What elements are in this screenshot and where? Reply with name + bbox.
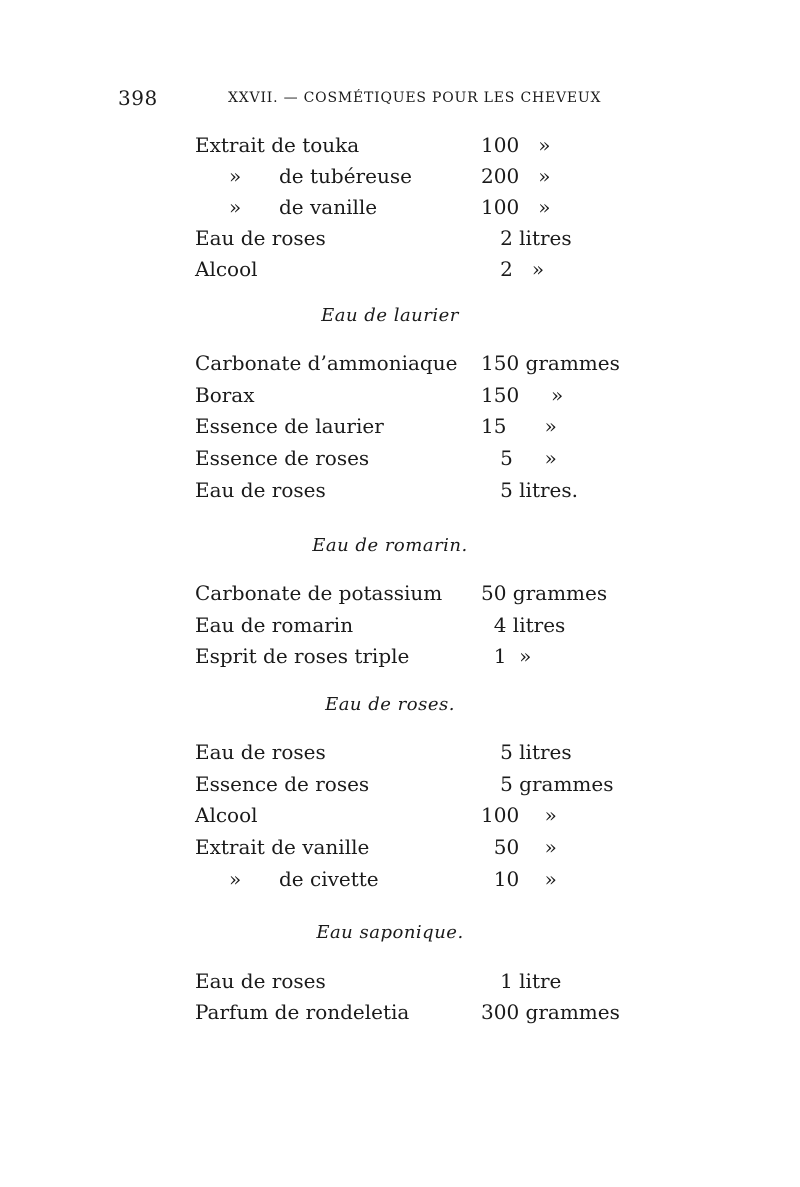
- ingredient-quantity: 5 litres.: [481, 478, 579, 502]
- ingredient-name-text: Alcool: [195, 257, 258, 281]
- ingredient-row: [195, 833, 635, 861]
- ingredient-row: [195, 412, 635, 440]
- ingredient-name: [195, 738, 326, 766]
- ingredient-name: [195, 381, 255, 409]
- ingredient-name-text: Eau de roses: [195, 226, 326, 250]
- ingredient-name: [195, 801, 258, 829]
- ingredient-quantity: 5 »: [481, 446, 557, 470]
- ingredient-name: [195, 476, 326, 504]
- ingredient-row: [195, 131, 635, 159]
- ingredient-name-text: Extrait de touka: [195, 133, 360, 157]
- ingredient-name: [195, 967, 326, 995]
- ingredient-name-text: Essence de laurier: [195, 414, 384, 438]
- ingredient-name-text: Esprit de roses triple: [195, 644, 410, 668]
- ingredient-quantity: 15 »: [481, 414, 557, 438]
- ingredient-name-text: Essence de roses: [195, 772, 370, 796]
- ingredient-row: [195, 865, 635, 893]
- ingredient-name-text: Eau de roses: [195, 478, 326, 502]
- ingredient-row: [195, 642, 635, 670]
- ingredient-row: [195, 444, 635, 472]
- ditto-mark: »: [229, 867, 242, 891]
- ingredient-name-text: Carbonate d’ammoniaque: [195, 351, 458, 375]
- ingredient-quantity: 150 »: [481, 383, 564, 407]
- ingredient-quantity: 100 »: [481, 195, 551, 219]
- section-title: Eau de roses.: [325, 694, 455, 715]
- ingredient-name-text: Borax: [195, 383, 255, 407]
- ingredient-name-text: Alcool: [195, 803, 258, 827]
- ingredient-name: [229, 162, 412, 190]
- ingredient-name-text: de tubéreuse: [279, 164, 412, 188]
- ingredient-row: [195, 162, 635, 190]
- ingredient-row: [195, 255, 635, 283]
- ingredient-name: [195, 833, 369, 861]
- ingredient-row: [195, 579, 635, 607]
- page-number: 398: [118, 86, 158, 110]
- ingredient-row: [195, 738, 635, 766]
- section-title: Eau de laurier: [321, 305, 459, 326]
- ingredient-name: [195, 131, 359, 159]
- ingredient-quantity: 10 »: [481, 867, 557, 891]
- ingredient-name: [195, 770, 369, 798]
- ingredient-quantity: 50 grammes: [481, 581, 608, 605]
- ingredient-name: [195, 579, 442, 607]
- ingredient-quantity: 1 litre: [481, 969, 562, 993]
- ingredient-row: [195, 770, 635, 798]
- ingredient-name: [195, 255, 258, 283]
- ingredient-row: [195, 967, 635, 995]
- ingredient-name: [229, 193, 377, 221]
- ingredient-row: [195, 611, 635, 639]
- ingredient-name-text: de vanille: [279, 195, 378, 219]
- ingredient-quantity: 5 litres: [481, 740, 572, 764]
- ingredient-quantity: 150 grammes: [481, 351, 620, 375]
- ingredient-quantity: 300 grammes: [481, 1000, 620, 1024]
- ingredient-name: [195, 444, 369, 472]
- ingredient-quantity: 100 »: [481, 803, 557, 827]
- ingredient-name: [195, 224, 326, 252]
- running-head: XXVII. — COSMÉTIQUES POUR LES CHEVEUX: [228, 90, 602, 106]
- ingredient-row: [195, 998, 635, 1026]
- ingredient-row: [195, 381, 635, 409]
- ingredient-name-text: de civette: [279, 867, 379, 891]
- ingredient-name-text: Extrait de vanille: [195, 835, 370, 859]
- ingredient-name: [195, 998, 409, 1026]
- ingredient-quantity: 2 »: [481, 257, 545, 281]
- ingredient-quantity: 100 »: [481, 133, 551, 157]
- ingredient-row: [195, 349, 635, 377]
- ditto-mark: »: [229, 195, 242, 219]
- ingredient-name: [195, 412, 384, 440]
- ingredient-name-text: Eau de romarin: [195, 613, 354, 637]
- ingredient-name-text: Carbonate de potassium: [195, 581, 443, 605]
- ingredient-name: [229, 865, 379, 893]
- ingredient-quantity: 5 grammes: [481, 772, 614, 796]
- ingredient-name-text: Eau de roses: [195, 740, 326, 764]
- ingredient-row: [195, 193, 635, 221]
- section-title: Eau de romarin.: [312, 535, 468, 556]
- ingredient-quantity: 4 litres: [481, 613, 566, 637]
- ingredient-quantity: 1 »: [481, 644, 532, 668]
- ingredient-row: [195, 224, 635, 252]
- ingredient-name: [195, 349, 457, 377]
- ditto-mark: »: [229, 164, 242, 188]
- ingredient-name-text: Parfum de rondeletia: [195, 1000, 410, 1024]
- ingredient-quantity: 200 »: [481, 164, 551, 188]
- ingredient-name-text: Essence de roses: [195, 446, 370, 470]
- ingredient-row: [195, 476, 635, 504]
- ingredient-quantity: 2 litres: [481, 226, 572, 250]
- ingredient-quantity: 50 »: [481, 835, 557, 859]
- section-title: Eau saponique.: [316, 922, 464, 943]
- ingredient-name: [195, 611, 353, 639]
- ingredient-name: [195, 642, 409, 670]
- ingredient-row: [195, 801, 635, 829]
- ingredient-name-text: Eau de roses: [195, 969, 326, 993]
